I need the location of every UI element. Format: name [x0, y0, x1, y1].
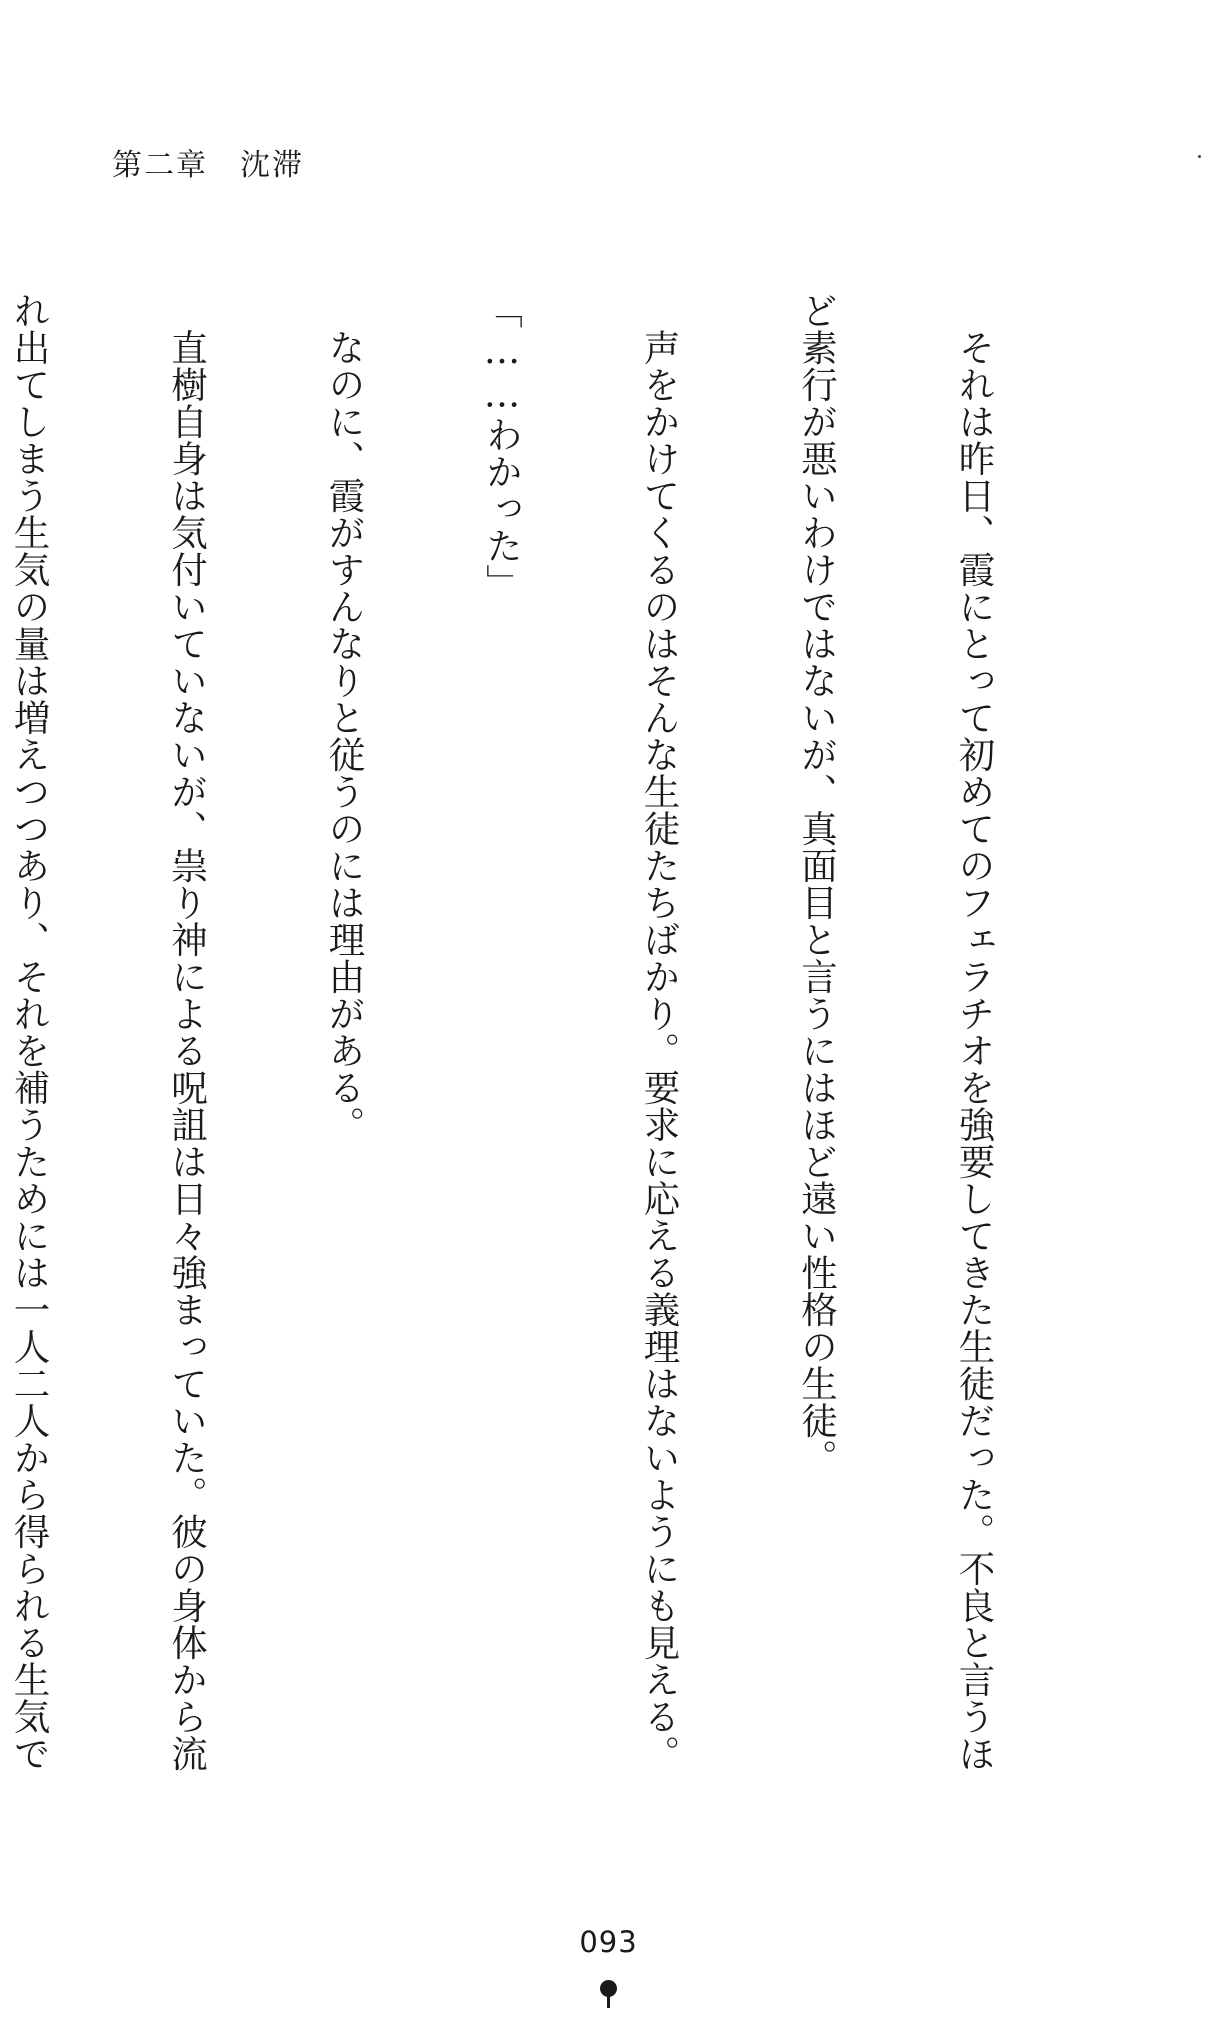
- text-line: なのに、霞がすんなりと従うのには理由がある。: [323, 292, 366, 1143]
- text-line: ど素行が悪いわけではないが、真面目と言うにはほど遠い性格の生徒。: [795, 292, 839, 1476]
- text-line: それは昨日、霞にとって初めてのフェラチオを強要してきた生徒だった。不良と言うほ: [953, 292, 996, 1772]
- scan-speck: [1198, 155, 1201, 158]
- text-line: 「……わかった」: [480, 292, 524, 601]
- text-line: 直樹自身は気付いていないが、祟り神による呪詛は日々強まっていた。彼の身体から流: [165, 292, 209, 1772]
- body-text: [0, 292, 1105, 1812]
- text-line: 声をかけてくるのはそんな生徒たちばかり。要求に応える義理はないようにも見える。: [638, 292, 681, 1772]
- text-line: れ出てしまう生気の量は増えつつあり、それを補うためには一人二人から得られる生気で: [8, 292, 51, 1772]
- page-dot-ornament-tail: [607, 1994, 610, 2008]
- chapter-header: 第二章 沈滞: [112, 148, 304, 183]
- page-number: 093: [579, 1925, 638, 1959]
